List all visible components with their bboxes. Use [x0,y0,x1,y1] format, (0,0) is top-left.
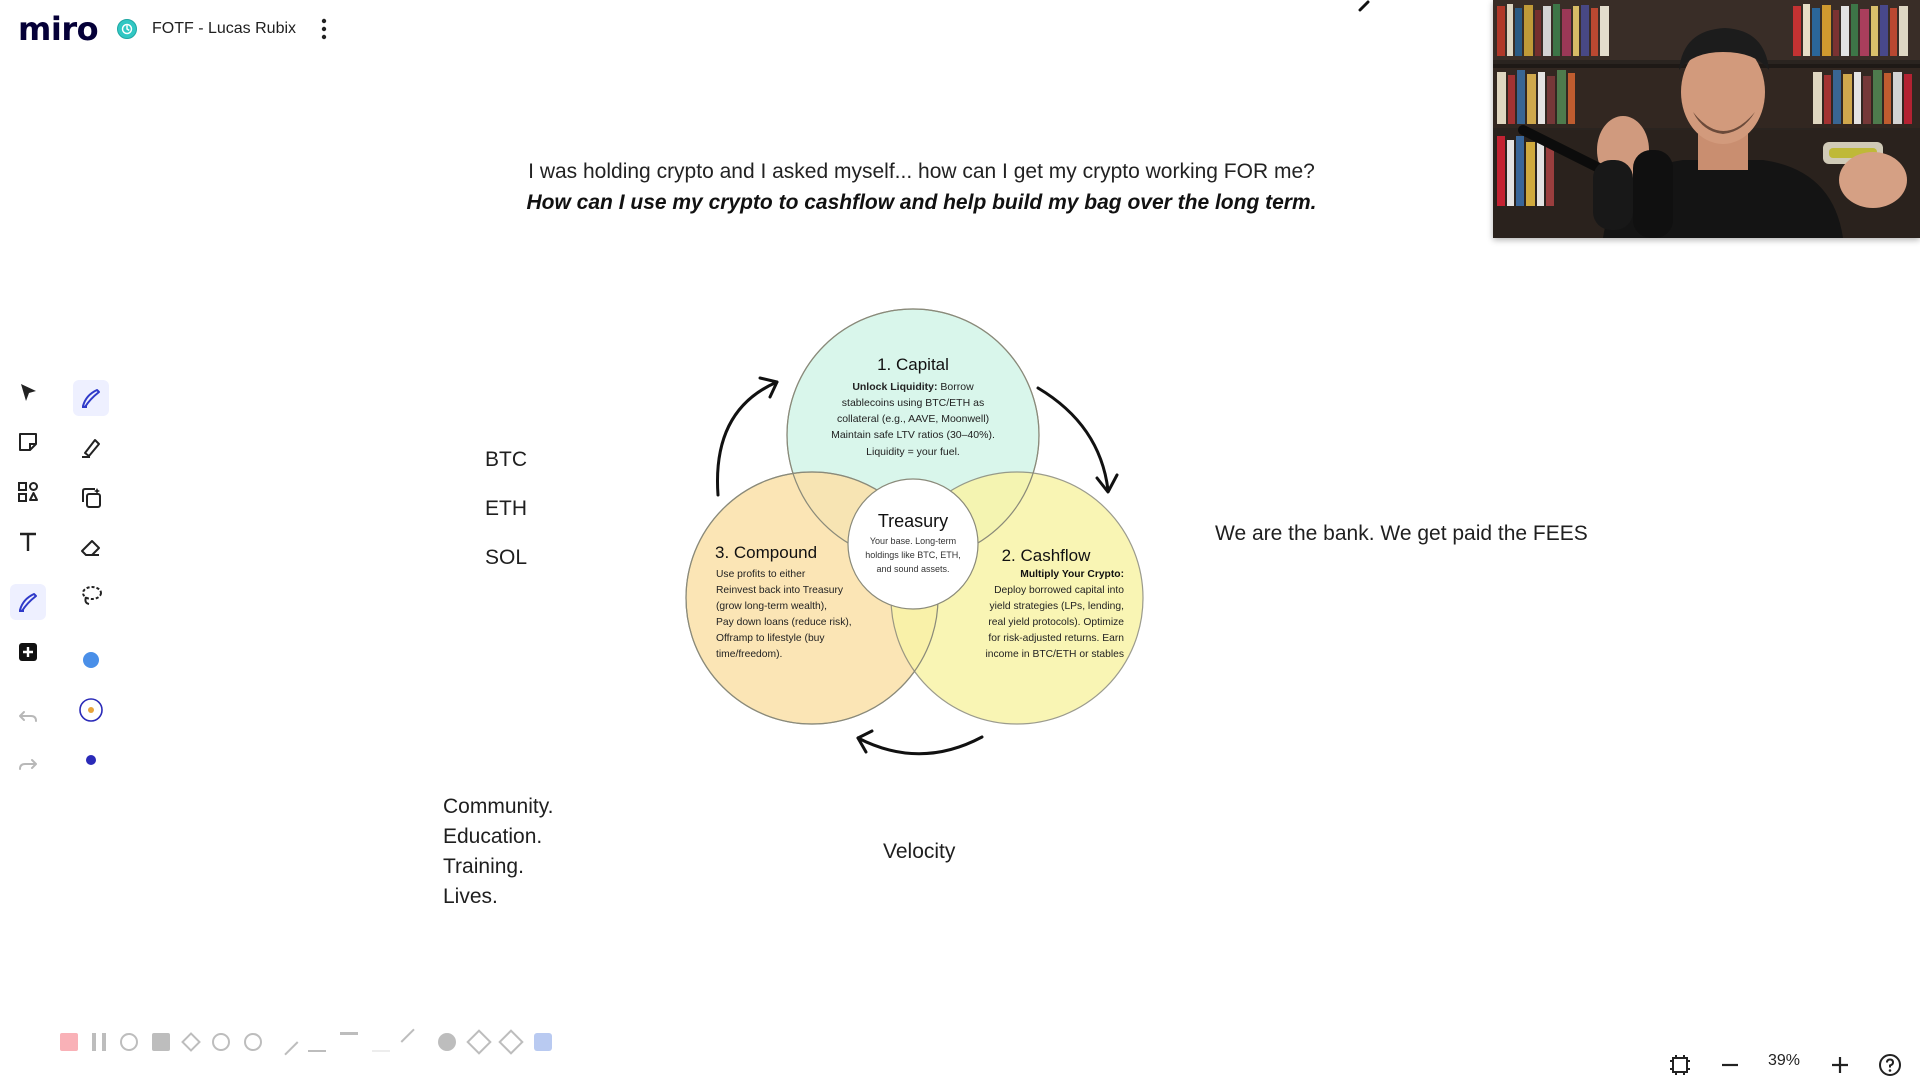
community-list[interactable] [443,792,553,912]
capital-line: collateral (e.g., AAVE, Moonwell) [836,413,990,425]
cashflow-line: yield strategies (LPs, lending, [989,601,1124,612]
community-item: Community. [443,795,554,818]
cursor-icon[interactable] [181,1032,201,1052]
pause-icon[interactable] [92,1033,106,1051]
trash-icon[interactable] [152,1033,170,1051]
community-item: Education. [443,825,543,848]
zoom-in-icon[interactable] [1828,1053,1852,1077]
kebab-menu-icon[interactable] [318,16,330,42]
compound-line: Use profits to either [716,569,806,580]
pen-icon[interactable] [10,584,46,620]
eraser-icon[interactable] [466,1029,491,1054]
asset-eth[interactable]: ETH [485,497,527,520]
cashflow-line: for risk-adjusted returns. Earn [988,633,1124,644]
capital-line: Liquidity = your fuel. [866,446,960,458]
cashflow-subtitle: Multiply Your Crypto: [1020,569,1124,580]
miro-logo[interactable]: miro [18,10,99,48]
compound-line: time/freedom). [716,649,783,660]
color-swatch-blue[interactable] [73,642,109,678]
presenter-video[interactable] [1493,0,1920,238]
compound-line: Offramp to lifestyle (buy [716,633,825,644]
color-swatch-orange-selected[interactable] [73,692,109,728]
text-icon[interactable] [340,1032,358,1053]
cashflow-line: real yield protocols). Optimize [988,617,1124,628]
treasury-line: holdings like BTC, ETH, [865,550,961,560]
highlight-icon[interactable] [498,1029,523,1054]
stop-icon[interactable] [60,1033,78,1051]
compound-line: Reinvest back into Treasury [716,585,844,596]
select-cursor-icon[interactable] [10,375,46,411]
compound-line: Pay down loans (reduce risk), [716,617,852,628]
pen-icon[interactable] [272,1029,299,1056]
zoom-level[interactable]: 39% [1768,1052,1801,1069]
capital-lead [852,381,974,393]
board-status-icon[interactable] [117,19,137,39]
eraser-icon[interactable] [73,530,109,566]
headline-question: I was holding crypto and I asked myself... how can I get my crypto working FOR me? [528,160,1315,183]
asset-btc[interactable]: BTC [485,448,527,471]
search-icon[interactable] [212,1033,230,1051]
cashflow-line: Deploy borrowed capital into [994,585,1124,596]
zoom-out-icon[interactable] [1718,1053,1742,1077]
capital-title: 1. Capital [877,355,949,374]
arrow-capital-to-cashflow [1038,388,1108,490]
shapes-icon[interactable] [10,474,46,510]
smart-shape-icon[interactable] [73,480,109,516]
undo-icon[interactable] [10,698,46,734]
zoom-icon[interactable] [244,1033,262,1051]
board-title[interactable]: FOTF - Lucas Rubix [152,20,297,37]
compound-title: 3. Compound [715,543,818,562]
dot-icon[interactable] [372,1032,390,1052]
sticky-note-icon[interactable] [10,424,46,460]
bottom-toolbar-strip [60,1030,552,1054]
pen-icon[interactable] [73,380,109,416]
magic-icon[interactable] [401,1029,428,1056]
fit-to-screen-icon[interactable] [1668,1053,1692,1077]
line-icon[interactable] [308,1032,326,1052]
capital-lead-rest: Borrow [937,381,974,393]
emoji-icon[interactable] [438,1033,456,1051]
capital-line: stablecoins using BTC/ETH as [841,397,985,409]
community-item: Lives. [443,885,498,908]
refresh-icon[interactable] [120,1033,138,1051]
treasury-title: Treasury [877,511,949,531]
compound-line: (grow long-term wealth), [716,601,828,612]
venn-diagram[interactable] [680,300,1150,770]
camera-icon[interactable] [534,1033,552,1051]
cashflow-line: income in BTC/ETH or stables [985,649,1124,660]
bank-note[interactable]: We are the bank. We get paid the FEES [1215,522,1588,545]
redo-icon[interactable] [10,746,46,782]
color-swatch-navy[interactable] [73,742,109,778]
capital-line: Maintain safe LTV ratios (30–40%). [831,429,995,441]
arrow-cashflow-to-compound [858,737,982,754]
add-more-icon[interactable] [10,634,46,670]
community-item: Training. [443,855,524,878]
velocity-label[interactable]: Velocity [883,840,956,863]
capital-lead-bold: Unlock Liquidity: [852,381,938,393]
arrow-compound-to-capital [717,382,777,495]
arrow-fragment-icon [1350,0,1380,14]
lasso-icon[interactable] [73,578,109,614]
headline-emphasis: How can I use my crypto to cashflow and help build my bag over the long term. [526,191,1317,214]
treasury-line: and sound assets. [876,564,950,574]
asset-sol[interactable]: SOL [485,546,528,569]
cashflow-title: 2. Cashflow [1001,546,1091,565]
treasury-line: Your base. Long-term [869,536,957,546]
help-icon[interactable] [1878,1053,1902,1077]
text-icon[interactable] [10,524,46,560]
highlighter-icon[interactable] [73,430,109,466]
